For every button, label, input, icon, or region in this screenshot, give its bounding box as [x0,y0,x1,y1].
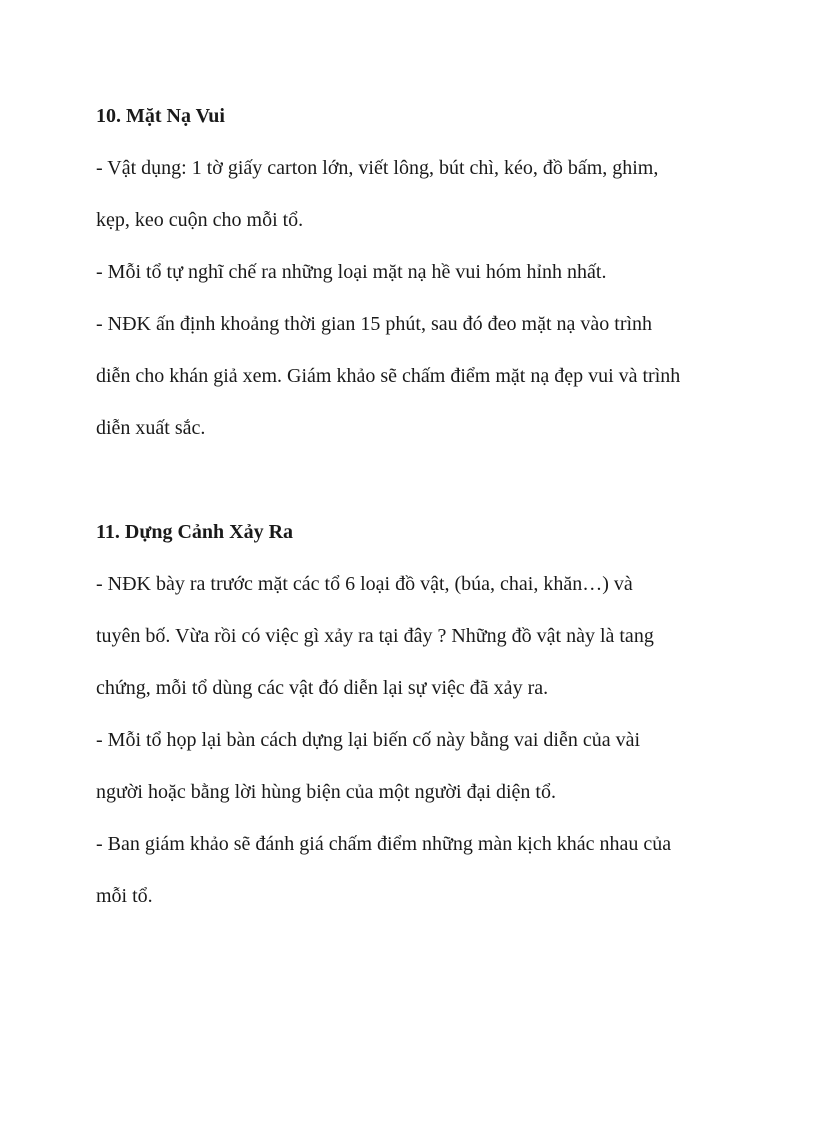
paragraph-line: - NĐK ấn định khoảng thời gian 15 phút, sau đó đeo mặt nạ vào trình [96,313,653,335]
paragraph-line: người hoặc bằng lời hùng biện của một người đại diện tổ. [96,781,556,803]
paragraph-line: - Mỗi tổ tự nghĩ chế ra những loại mặt nạ hề vui hóm hỉnh nhất. [96,261,607,283]
section-title-mat-na-vui: 10. Mặt Nạ Vui [96,105,225,127]
paragraph-line: - NĐK bày ra trước mặt các tổ 6 loại đồ vật, (búa, chai, khăn…) và [96,573,633,595]
paragraph-line: tuyên bố. Vừa rồi có việc gì xảy ra tại đây ? Những đồ vật này là tang [96,625,654,647]
paragraph-line: kẹp, keo cuộn cho mỗi tổ. [96,209,304,231]
paragraph-line: diễn cho khán giả xem. Giám khảo sẽ chấm điểm mặt nạ đẹp vui và trình [96,365,681,387]
paragraph-line: diễn xuất sắc. [96,417,206,439]
paragraph-line: mỗi tổ. [96,885,153,907]
section-title-dung-canh-xay-ra: 11. Dựng Cảnh Xảy Ra [96,521,294,543]
paragraph-line: - Mỗi tổ họp lại bàn cách dựng lại biến cố này bằng vai diễn của vài [96,729,641,751]
paragraph-line: - Vật dụng: 1 tờ giấy carton lớn, viết lông, bút chì, kéo, đồ bấm, ghim, [96,157,659,179]
paragraph-line: - Ban giám khảo sẽ đánh giá chấm điểm những màn kịch khác nhau của [96,833,672,855]
paragraph-line: chứng, mỗi tổ dùng các vật đó diễn lại sự việc đã xảy ra. [96,677,549,699]
